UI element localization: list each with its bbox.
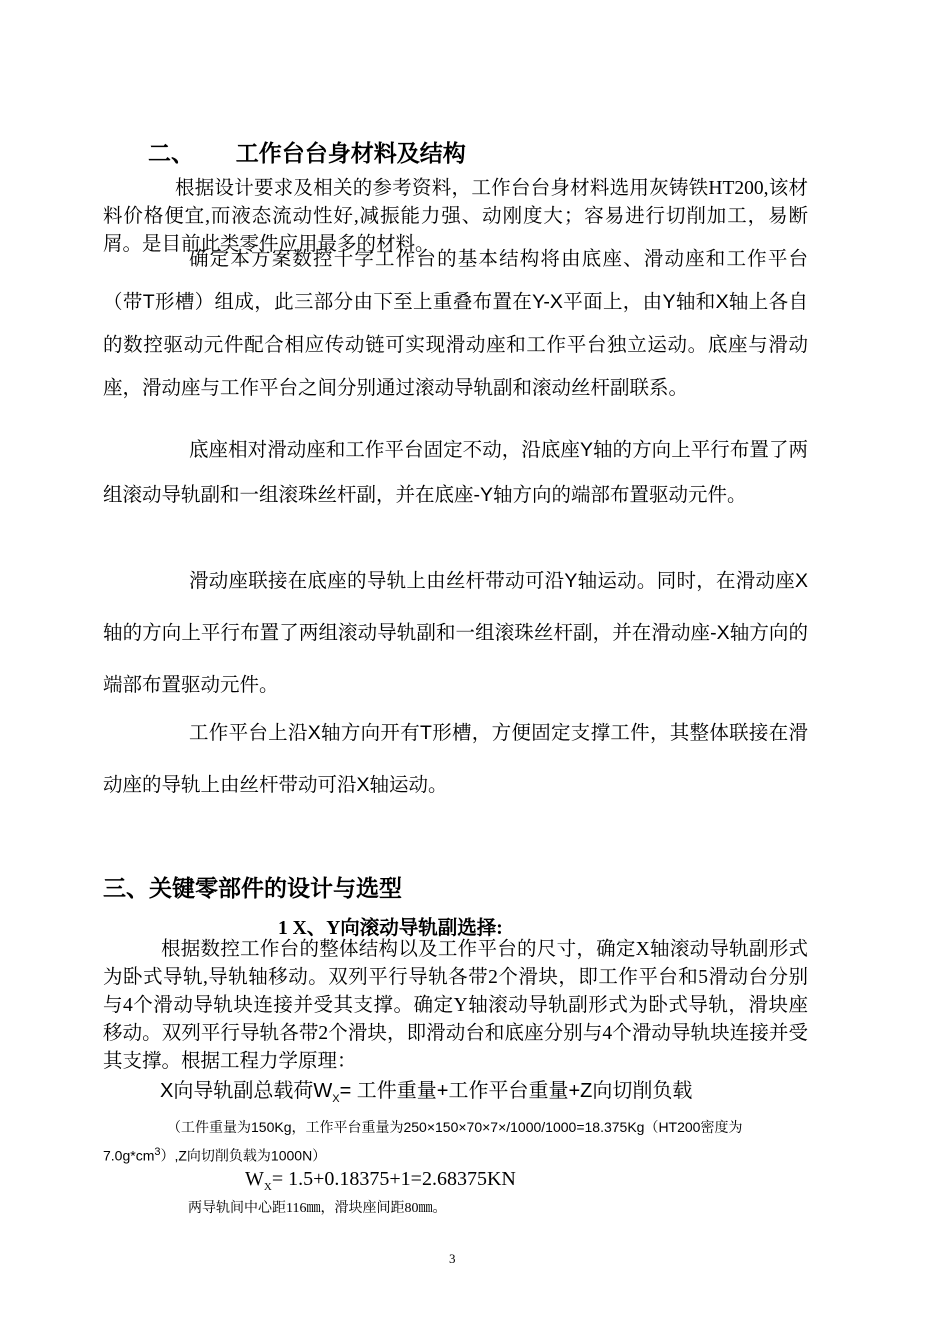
section-2-title: 工作台台身材料及结构 [235, 141, 466, 166]
section-2-paragraph-5: 工作平台上沿X轴方向开有T形槽，方便固定支撑工件，其整体联接在滑动座的导轨上由丝杆带动可沿X轴运动。 [103, 722, 808, 796]
section-2-heading [148, 135, 466, 168]
load-calculation [245, 1168, 516, 1193]
section-2-paragraph-3: 底座相对滑动座和工作平台固定不动，沿底座Y轴的方向上平行布置了两组滚动导轨副和一组滚珠丝杆副，并在底座-Y轴方向的端部布置驱动元件。 [103, 439, 808, 506]
section-2-number: 二、 [148, 141, 194, 166]
formula-prefix: X向导轨副总载荷W [160, 1080, 333, 1102]
calc-prefix: W [245, 1168, 264, 1190]
section-3-heading: 三、关键零部件的设计与选型 [103, 876, 402, 901]
rail-spacing-note: 两导轨间中心距116㎜，滑块座间距80㎜。 [188, 1201, 447, 1216]
section-2-paragraph-2: 确定本方案数控十字工作台的基本结构将由底座、滑动座和工作平台（带T形槽）组成，此三部分由下至上重叠布置在Y-X平面上，由Y轴和X轴上各自的数控驱动元件配合相应传动链可实现滑动座和工作平台独立运动。底座与滑动座，滑动座与工作平台之间分别通过滚动导轨副和滚动丝杆副联系。 [103, 248, 808, 399]
section-3-paragraph-1: 根据数控工作台的整体结构以及工作平台的尺寸，确定X轴滚动导轨副形式为卧式导轨,导轨轴移动。双列平行导轨各带2个滑块，即工作平台和5滑动台分别与4个滑动导轨块连接并受其支撑。确定Y轴滚动导轨副形式为卧式导轨，滑块座移动。双列平行导轨各带2个滑块，即滑动台和底座分别与4个滑动导轨块连接并受其支撑。根据工程力学原理： [103, 939, 808, 1072]
formula-suffix: = 工件重量+工作平台重量+Z向切削负载 [339, 1080, 693, 1102]
weight-note-superscript: 3 [154, 1146, 161, 1158]
section-3-subheading: 1 X、Y向滚动导轨副选择: [278, 918, 503, 939]
weight-note-suffix: ）,Z向切削负载为1000N） [160, 1147, 327, 1164]
page-number: 3 [449, 1251, 456, 1266]
formula-subscript: X [332, 1093, 340, 1105]
section-2-paragraph-4: 滑动座联接在底座的导轨上由丝杆带动可沿Y轴运动。同时，在滑动座X轴的方向上平行布置了两组滚动导轨副和一组滚珠丝杆副，并在滑动座-X轴方向的端部布置驱动元件。 [103, 570, 808, 696]
weight-note [103, 1115, 815, 1169]
formula-total-load [160, 1074, 692, 1105]
calc-suffix: = 1.5+0.18375+1=2.68375KN [271, 1168, 516, 1190]
section-2-paragraph-1: 根据设计要求及相关的参考资料，工作台台身材料选用灰铸铁HT200,该材料价格便宜,而液态流动性好,减振能力强、动刚度大；容易进行切削加工，易断屑。是目前此类零件应用最多的材料。 [103, 178, 808, 255]
weight-note-prefix: （工件重量为150Kg，工作平台重量为250×150×70×7×/1000/1000=18.375Kg（HT200密度为7.0g*cm [103, 1119, 743, 1164]
calc-subscript: X [263, 1181, 272, 1193]
